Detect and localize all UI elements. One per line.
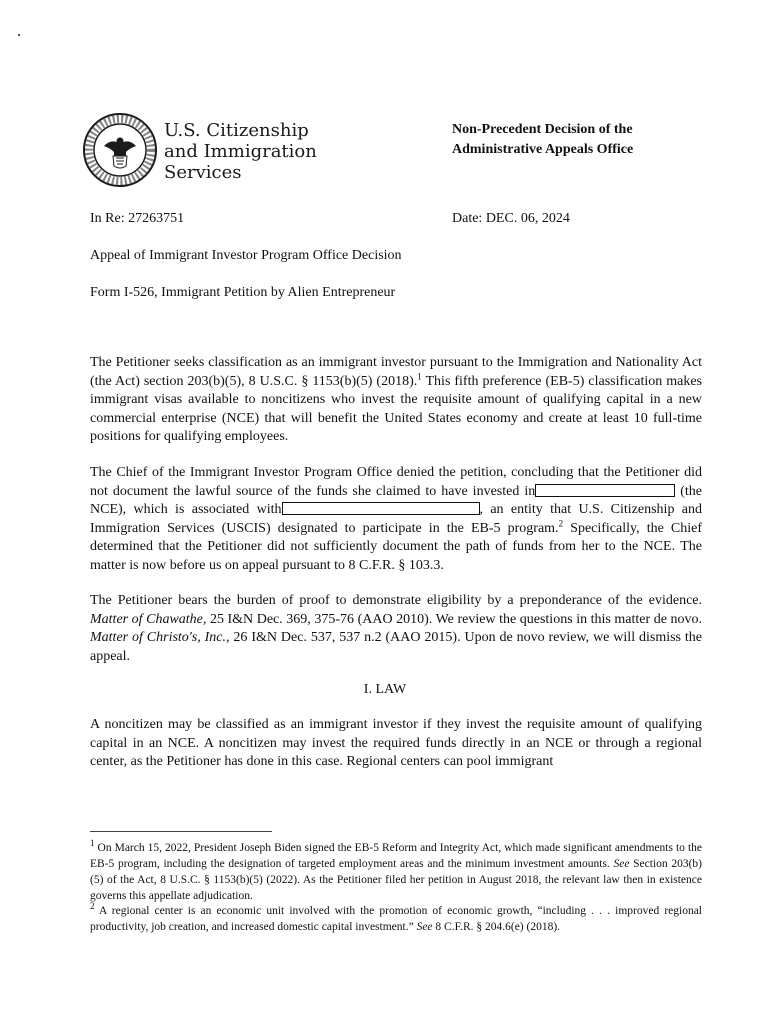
paragraph-intro — [90, 354, 702, 447]
decision-date: Date: DEC. 06, 2024 — [452, 211, 570, 226]
footnote-ref-2[interactable]: 2 — [558, 517, 564, 528]
footnote-1-number: 1 — [90, 838, 95, 849]
footnote-2-text-a: A regional center is an economic unit involved with the promotion of economic growth, “including . . . improved regional productivity, job creation, and increased domestic capital investment.” — [90, 905, 702, 933]
case-citation-christos: Matter of Christo's, Inc. — [90, 630, 227, 645]
footnote-2 — [90, 903, 702, 935]
decision-line-2: Administrative Appeals Office — [452, 142, 634, 157]
paragraph-denial — [90, 464, 702, 575]
footnote-1-text-b: Section 203(b)(5) of the Act, 8 U.S.C. § 1153(b)(5) (2022). As the Petitioner filed her petition in August 2018, the relevant law then in existence governs this appellate adjudication. — [90, 858, 702, 902]
redaction-box — [282, 502, 480, 515]
paragraph-burden-text-a: The Petitioner bears the burden of proof to demonstrate eligibility by a preponderance of the evidence. — [90, 593, 702, 608]
footnote-2-text-b: 8 C.F.R. § 204.6(e) (2018). — [432, 921, 561, 933]
in-re-number: In Re: 27263751 — [90, 211, 185, 226]
paragraph-denial-text-a: The Chief of the Immigrant Investor Program Office denied the petition, concluding that the Petitioner did not document the lawful source of the funds she claimed to have invested in — [90, 465, 702, 499]
agency-line-2: and Immigration — [164, 141, 317, 162]
paragraph-law: A noncitizen may be classified as an immigrant investor if they invest the requisite amount of qualifying capital in an NCE. A noncitizen may invest the required funds directly in an NCE or through a regional center, as the Petitioner has done in this case. Regional centers can pool immigrant — [90, 717, 702, 769]
footnote-1-text-a: On March 15, 2022, President Joseph Biden signed the EB-5 Reform and Integrity Act, which made significant amendments to the EB-5 program, including the designation of targeted employment areas and the minimum investment amounts. — [90, 842, 702, 870]
paragraph-denial-text-d: Specifically, the Chief determined that the Petitioner did not sufficiently document the path of funds from her to the NCE. The matter is now before us on appeal pursuant to 8 C.F.R. § 103.3. — [90, 520, 702, 573]
paragraph-denial-text-b: (the NCE), which is associated with — [90, 483, 703, 517]
paragraph-intro-text: The Petitioner seeks classification as an immigrant investor pursuant to the Immigration and Nationality Act (the Act) section 203(b)(5), 8 U.S.C. § 1153(b)(5) (2018). — [90, 355, 702, 389]
form-subject: Form I-526, Immigrant Petition by Alien Entrepreneur — [90, 285, 396, 300]
footnote-1-see: See — [613, 858, 630, 870]
footnote-1 — [90, 840, 702, 904]
paragraph-burden-text-c: , 26 I&N Dec. 537, 537 n.2 (AAO 2015). Upon de novo review, we will dismiss the appeal. — [90, 630, 702, 664]
footnote-2-number: 2 — [90, 901, 95, 912]
agency-line-3: Services — [164, 162, 242, 183]
decision-line-1: Non-Precedent Decision of the — [452, 122, 633, 137]
paragraph-intro-rest: This fifth preference (EB-5) classification makes immigrant visas available to noncitizens who invest the requisite amount of qualifying capital in a new commercial enterprise (NCE) that will benefit the United States economy and create at least 10 full-time positions for qualifying employees. — [90, 373, 702, 444]
paragraph-burden-text-b: , 25 I&N Dec. 369, 375-76 (AAO 2010). We review the questions in this matter de novo. — [202, 611, 702, 627]
footnote-divider — [90, 831, 272, 832]
case-citation-chawathe: Matter of Chawathe — [90, 611, 203, 627]
paragraph-denial-text-c: , an entity that U.S. Citizenship and Immigration Services (USCIS) designated to participate in the EB-5 program. — [90, 502, 702, 536]
scan-speck — [18, 34, 20, 36]
footnote-2-see: See — [416, 921, 433, 933]
agency-name — [164, 120, 317, 183]
redaction-box — [535, 484, 675, 497]
paragraph-burden — [90, 592, 702, 666]
appeal-subject: Appeal of Immigrant Investor Program Office Decision — [90, 248, 402, 263]
dhs-seal-icon — [82, 112, 158, 188]
decision-type — [452, 120, 633, 160]
agency-line-1: U.S. Citizenship — [164, 120, 309, 141]
footnote-ref-1[interactable]: 1 — [417, 370, 422, 381]
section-heading-law: I. LAW — [363, 682, 407, 697]
